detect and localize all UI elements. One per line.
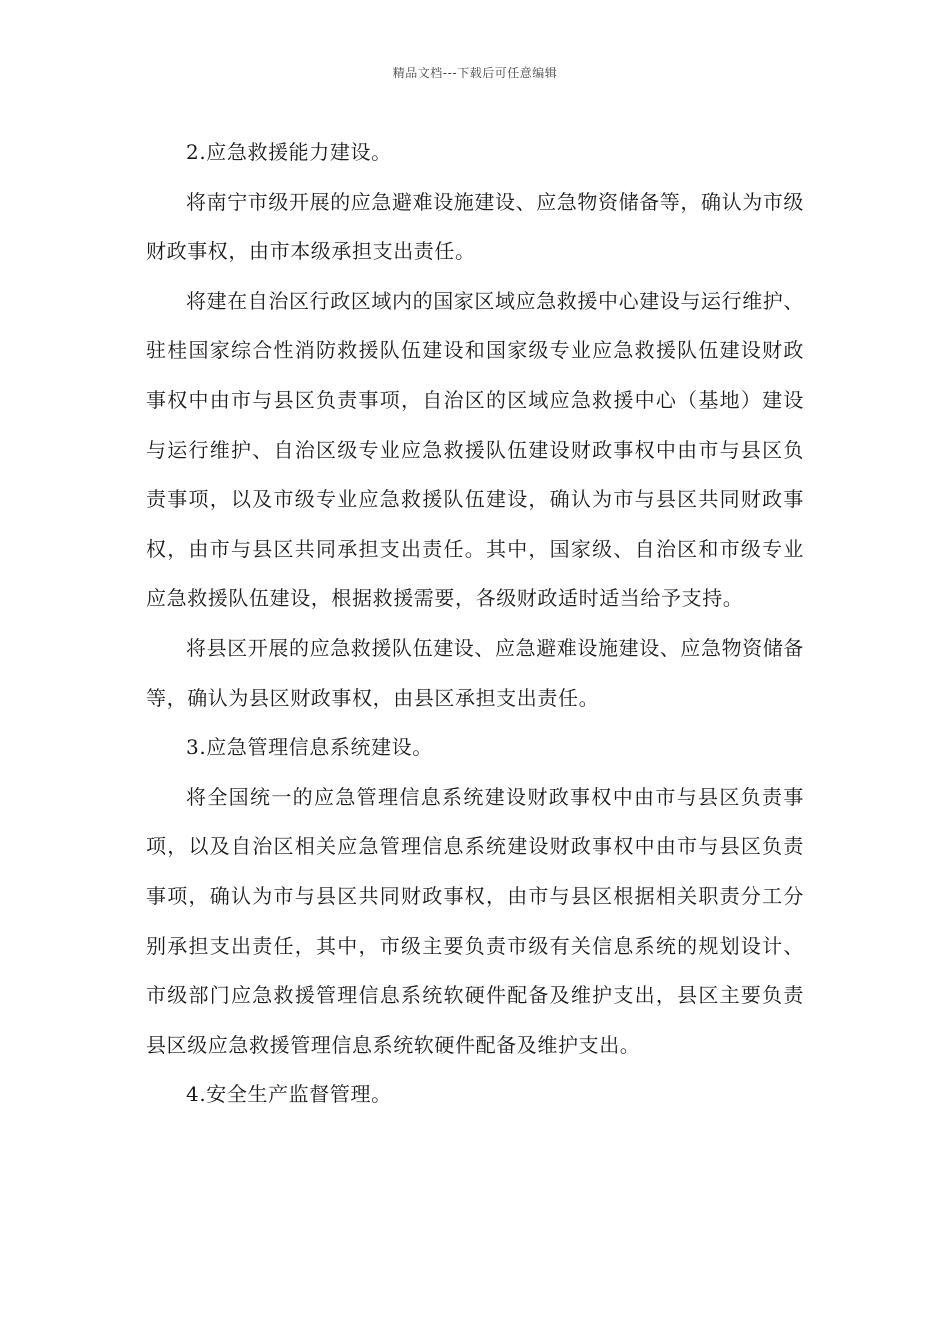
page-header: 精品文档---下载后可任意编辑 bbox=[392, 66, 558, 80]
paragraph: 将建在自治区行政区域内的国家区域应急救援中心建设与运行维护、驻桂国家综合性消防救援队伍建设和国家级专业应急救援队伍建设财政事权中由市与县区负责事项，自治区的区域应急救援中心（基地）建设与运行维护、自治区级专业应急救援队伍建设财政事权中由市与县区负责事项，以及市级专业应急救援队伍建设，确认为市与县区共同财政事权，由市与县区共同承担支出责任。其中，国家级、自治区和市级专业应急救援队伍建设，根据救援需要，各级财政适时适当给予支持。 bbox=[146, 288, 804, 611]
section-heading: 2.应急救援能力建设。 bbox=[186, 140, 392, 164]
section-heading: 4.安全生产监督管理。 bbox=[186, 1082, 392, 1107]
document-body bbox=[146, 128, 804, 1120]
section-heading: 3.应急管理信息系统建设。 bbox=[186, 735, 433, 760]
paragraph: 将南宁市级开展的应急避难设施建设、应急物资储备等，确认为市级财政事权，由市本级承担支出责任。 bbox=[146, 189, 804, 264]
paragraph: 将县区开展的应急救援队伍建设、应急避难设施建设、应急物资储备等，确认为县区财政事权，由县区承担支出责任。 bbox=[146, 635, 804, 710]
paragraph: 将全国统一的应急管理信息系统建设财政事权中由市与县区负责事项，以及自治区相关应急管理信息系统建设财政事权中由市与县区负责事项，确认为市与县区共同财政事权，由市与县区根据相关职责分工分别承担支出责任，其中，市级主要负责市级有关信息系统的规划设计、市级部门应急救援管理信息系统软硬件配备及维护支出，县区主要负责县区级应急救援管理信息系统软硬件配备及维护支出。 bbox=[146, 784, 804, 1057]
